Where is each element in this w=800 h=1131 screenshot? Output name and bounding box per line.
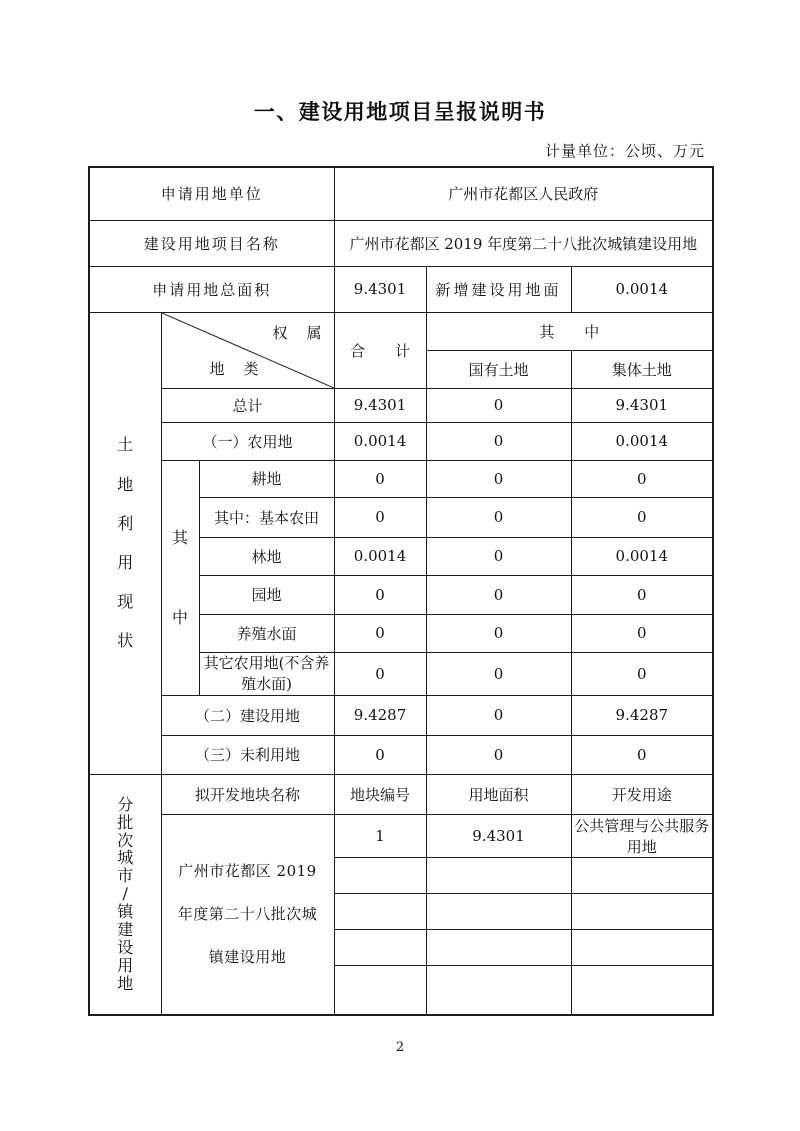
parcels-section-cell [89, 774, 161, 1015]
header-among-cell: 其 中 [426, 312, 713, 350]
land-row-total: 9.4301 [334, 388, 426, 422]
parcel-row-area [426, 857, 571, 893]
project-name-label-cell: 建设用地项目名称 [89, 220, 334, 266]
land-row-name: 总计 [161, 388, 334, 422]
land-row-state: 0 [426, 422, 571, 460]
parcel-name-header-cell: 拟开发地块名称 [161, 774, 334, 814]
parcel-row-code [334, 929, 426, 965]
land-row-state: 0 [426, 388, 571, 422]
parcel-row-code [334, 893, 426, 929]
land-row-total: 0.0014 [334, 422, 426, 460]
land-row-collective: 0.0014 [571, 422, 713, 460]
land-row-name: 耕地 [199, 460, 334, 497]
header-state-land-cell: 国有土地 [426, 350, 571, 388]
land-row-total: 0 [334, 652, 426, 695]
land-row-state: 0 [426, 460, 571, 497]
parcel-project-name: 广州市花都区 2019 年度第二十八批次城镇建设用地 [177, 861, 318, 966]
land-row-collective: 0 [571, 497, 713, 537]
land-row-total: 0.0014 [334, 537, 426, 575]
new-land-label-cell: 新增建设用地面 [426, 266, 571, 312]
land-row-name: （一）农用地 [161, 422, 334, 460]
land-row-name: （二）建设用地 [161, 695, 334, 735]
land-row-collective: 0 [571, 614, 713, 652]
page-title: 一、建设用地项目呈报说明书 [253, 100, 547, 124]
land-row-state: 0 [426, 537, 571, 575]
applicant-value-cell: 广州市花都区人民政府 [334, 167, 713, 220]
diag-landtype-label: 地 类 [209, 359, 261, 378]
parcels-section-label: 分批次城市∕镇建设用地 [117, 794, 134, 993]
land-row-collective: 9.4287 [571, 695, 713, 735]
land-row-total: 0 [334, 735, 426, 774]
land-row-collective: 9.4301 [571, 388, 713, 422]
unit-note: 计量单位：公顷、万元 [544, 142, 705, 160]
land-row-total: 0 [334, 614, 426, 652]
land-row-state: 0 [426, 497, 571, 537]
parcel-area-header-cell: 用地面积 [426, 774, 571, 814]
land-row-total: 9.4287 [334, 695, 426, 735]
land-row-total: 0 [334, 575, 426, 614]
land-row-collective: 0 [571, 652, 713, 695]
parcel-row-area [426, 929, 571, 965]
land-row-total: 0 [334, 497, 426, 537]
land-report-table [88, 166, 714, 1016]
land-row-collective: 0 [571, 735, 713, 774]
parcel-row-area [426, 893, 571, 929]
land-row-name: 林地 [199, 537, 334, 575]
land-row-name: （三）未利用地 [161, 735, 334, 774]
land-row-state: 0 [426, 652, 571, 695]
parcel-row-purpose [571, 857, 713, 893]
parcel-row-purpose [571, 893, 713, 929]
land-row-name: 其它农用地(不含养殖水面) [199, 652, 334, 695]
parcel-row-purpose [571, 929, 713, 965]
land-row-collective: 0 [571, 575, 713, 614]
land-row-total: 0 [334, 460, 426, 497]
land-row-state: 0 [426, 695, 571, 735]
parcel-row-code: 1 [334, 814, 426, 857]
header-total-cell: 合 计 [334, 312, 426, 388]
parcel-row-purpose: 公共管理与公共服务用地 [571, 814, 713, 857]
land-row-state: 0 [426, 575, 571, 614]
land-row-collective: 0.0014 [571, 537, 713, 575]
applicant-label-cell: 申请用地单位 [89, 167, 334, 220]
land-row-state: 0 [426, 735, 571, 774]
land-use-section-label: 土地利用现状 [117, 435, 134, 651]
header-collective-land-cell: 集体土地 [571, 350, 713, 388]
land-row-state: 0 [426, 614, 571, 652]
page-number: 2 [395, 1040, 405, 1055]
land-row-name: 园地 [199, 575, 334, 614]
new-land-value-cell: 0.0014 [571, 266, 713, 312]
parcel-code-header-cell: 地块编号 [334, 774, 426, 814]
land-row-name: 养殖水面 [199, 614, 334, 652]
parcel-purpose-header-cell: 开发用途 [571, 774, 713, 814]
land-row-collective: 0 [571, 460, 713, 497]
project-name-value-cell: 广州市花都区 2019 年度第二十八批次城镇建设用地 [334, 220, 713, 266]
land-row-name: 其中：基本农田 [199, 497, 334, 537]
parcel-row-area [426, 965, 571, 1015]
parcel-row-area: 9.4301 [426, 814, 571, 857]
diagonal-header-cell [161, 312, 334, 388]
parcel-project-name-cell [161, 814, 334, 1015]
among-vertical-label: 其中 [171, 527, 188, 627]
total-area-value-cell: 9.4301 [334, 266, 426, 312]
parcel-row-code [334, 965, 426, 1015]
among-vertical-cell [161, 460, 199, 695]
parcel-row-purpose [571, 965, 713, 1015]
parcel-row-code [334, 857, 426, 893]
diag-ownership-label: 权 属 [272, 323, 324, 342]
land-use-section-cell [89, 312, 161, 774]
total-area-label-cell: 申请用地总面积 [89, 266, 334, 312]
